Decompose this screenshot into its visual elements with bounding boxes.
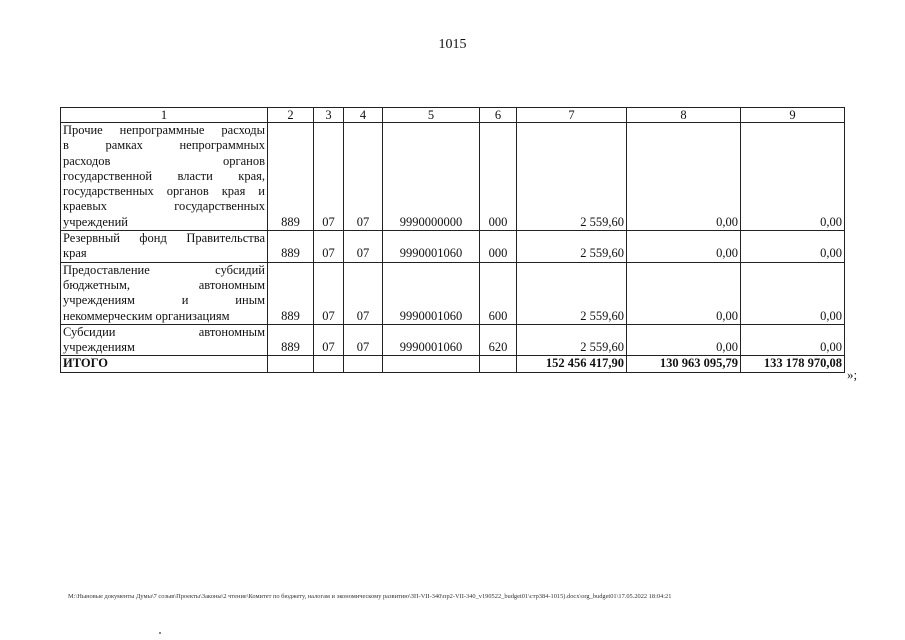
cell-amount-9: 0,00 xyxy=(741,324,845,356)
row-name-line: краевых государственных xyxy=(63,199,265,214)
page-number: 1015 xyxy=(438,37,467,52)
total-row xyxy=(61,356,845,372)
table-row xyxy=(61,231,845,263)
cell-type: 620 xyxy=(480,324,517,356)
cell-code: 889 xyxy=(268,324,314,356)
cell-target: 9990000000 xyxy=(383,123,480,231)
table-row xyxy=(61,123,845,231)
row-name-cell xyxy=(61,123,268,231)
cell-code: 889 xyxy=(268,123,314,231)
empty-cell xyxy=(314,356,344,372)
row-name-cell xyxy=(61,324,268,356)
column-header: 1 xyxy=(61,108,268,123)
cell-subsection: 07 xyxy=(344,231,383,263)
cell-amount-8: 0,00 xyxy=(627,324,741,356)
empty-cell xyxy=(480,356,517,372)
cell-target: 9990001060 xyxy=(383,231,480,263)
cell-amount-7: 2 559,60 xyxy=(517,231,627,263)
scan-artifact xyxy=(159,632,161,634)
cell-section: 07 xyxy=(314,262,344,324)
row-name-line: Резервный фонд Правительства xyxy=(63,231,265,246)
footer-file-path: M:\Ныновые документы Думы\7 созыв\Проекты\Законы\2 чтение\Комитет по бюджету, налогам и экономическому развитию\ЗП-VII-340\пр2-VII-340_v190522_budget01\стр384-1015).docx\org_budget01\17.05.2022 18:04:21 xyxy=(68,593,672,600)
row-name-line: в рамках непрограммных xyxy=(63,138,265,153)
table-header-row xyxy=(61,108,845,123)
row-name-line: расходов органов xyxy=(63,153,265,168)
closing-quote-mark: »; xyxy=(847,367,858,382)
row-name-line: Субсидии автономным xyxy=(63,324,265,339)
row-name-cell xyxy=(61,262,268,324)
column-header: 4 xyxy=(344,108,383,123)
row-name-line: Прочие непрограммные расходы xyxy=(63,123,265,137)
cell-amount-8: 0,00 xyxy=(627,231,741,263)
cell-type: 600 xyxy=(480,262,517,324)
total-amount-7: 152 456 417,90 xyxy=(517,356,627,372)
cell-subsection: 07 xyxy=(344,123,383,231)
cell-amount-7: 2 559,60 xyxy=(517,262,627,324)
column-header: 2 xyxy=(268,108,314,123)
cell-code: 889 xyxy=(268,231,314,263)
table-row xyxy=(61,324,845,356)
cell-target: 9990001060 xyxy=(383,262,480,324)
cell-section: 07 xyxy=(314,123,344,231)
total-label: ИТОГО xyxy=(61,356,268,372)
cell-type: 000 xyxy=(480,231,517,263)
row-name-line: края xyxy=(63,246,87,261)
row-name-line: государственной власти края, xyxy=(63,168,265,183)
budget-table xyxy=(60,107,845,373)
cell-section: 07 xyxy=(314,231,344,263)
column-header: 5 xyxy=(383,108,480,123)
cell-target: 9990001060 xyxy=(383,324,480,356)
empty-cell xyxy=(344,356,383,372)
column-header: 6 xyxy=(480,108,517,123)
cell-amount-8: 0,00 xyxy=(627,123,741,231)
column-header: 9 xyxy=(741,108,845,123)
column-header: 3 xyxy=(314,108,344,123)
column-header: 8 xyxy=(627,108,741,123)
empty-cell xyxy=(383,356,480,372)
row-name-line: учреждениям и иным xyxy=(63,293,265,308)
cell-subsection: 07 xyxy=(344,324,383,356)
cell-section: 07 xyxy=(314,324,344,356)
cell-amount-9: 0,00 xyxy=(741,123,845,231)
cell-subsection: 07 xyxy=(344,262,383,324)
row-name-line: некоммерческим организациям xyxy=(63,308,230,323)
cell-amount-9: 0,00 xyxy=(741,262,845,324)
cell-amount-7: 2 559,60 xyxy=(517,123,627,231)
row-name-line: учреждениям xyxy=(63,340,135,355)
cell-amount-9: 0,00 xyxy=(741,231,845,263)
cell-code: 889 xyxy=(268,262,314,324)
row-name-line: бюджетным, автономным xyxy=(63,277,265,292)
total-amount-8: 130 963 095,79 xyxy=(627,356,741,372)
cell-type: 000 xyxy=(480,123,517,231)
empty-cell xyxy=(268,356,314,372)
cell-amount-7: 2 559,60 xyxy=(517,324,627,356)
total-amount-9: 133 178 970,08 xyxy=(741,356,845,372)
column-header: 7 xyxy=(517,108,627,123)
row-name-cell xyxy=(61,231,268,263)
row-name-line: государственных органов края и xyxy=(63,184,265,199)
row-name-line: учреждений xyxy=(63,214,128,229)
row-name-line: Предоставление субсидий xyxy=(63,262,265,277)
cell-amount-8: 0,00 xyxy=(627,262,741,324)
table-row xyxy=(61,262,845,324)
